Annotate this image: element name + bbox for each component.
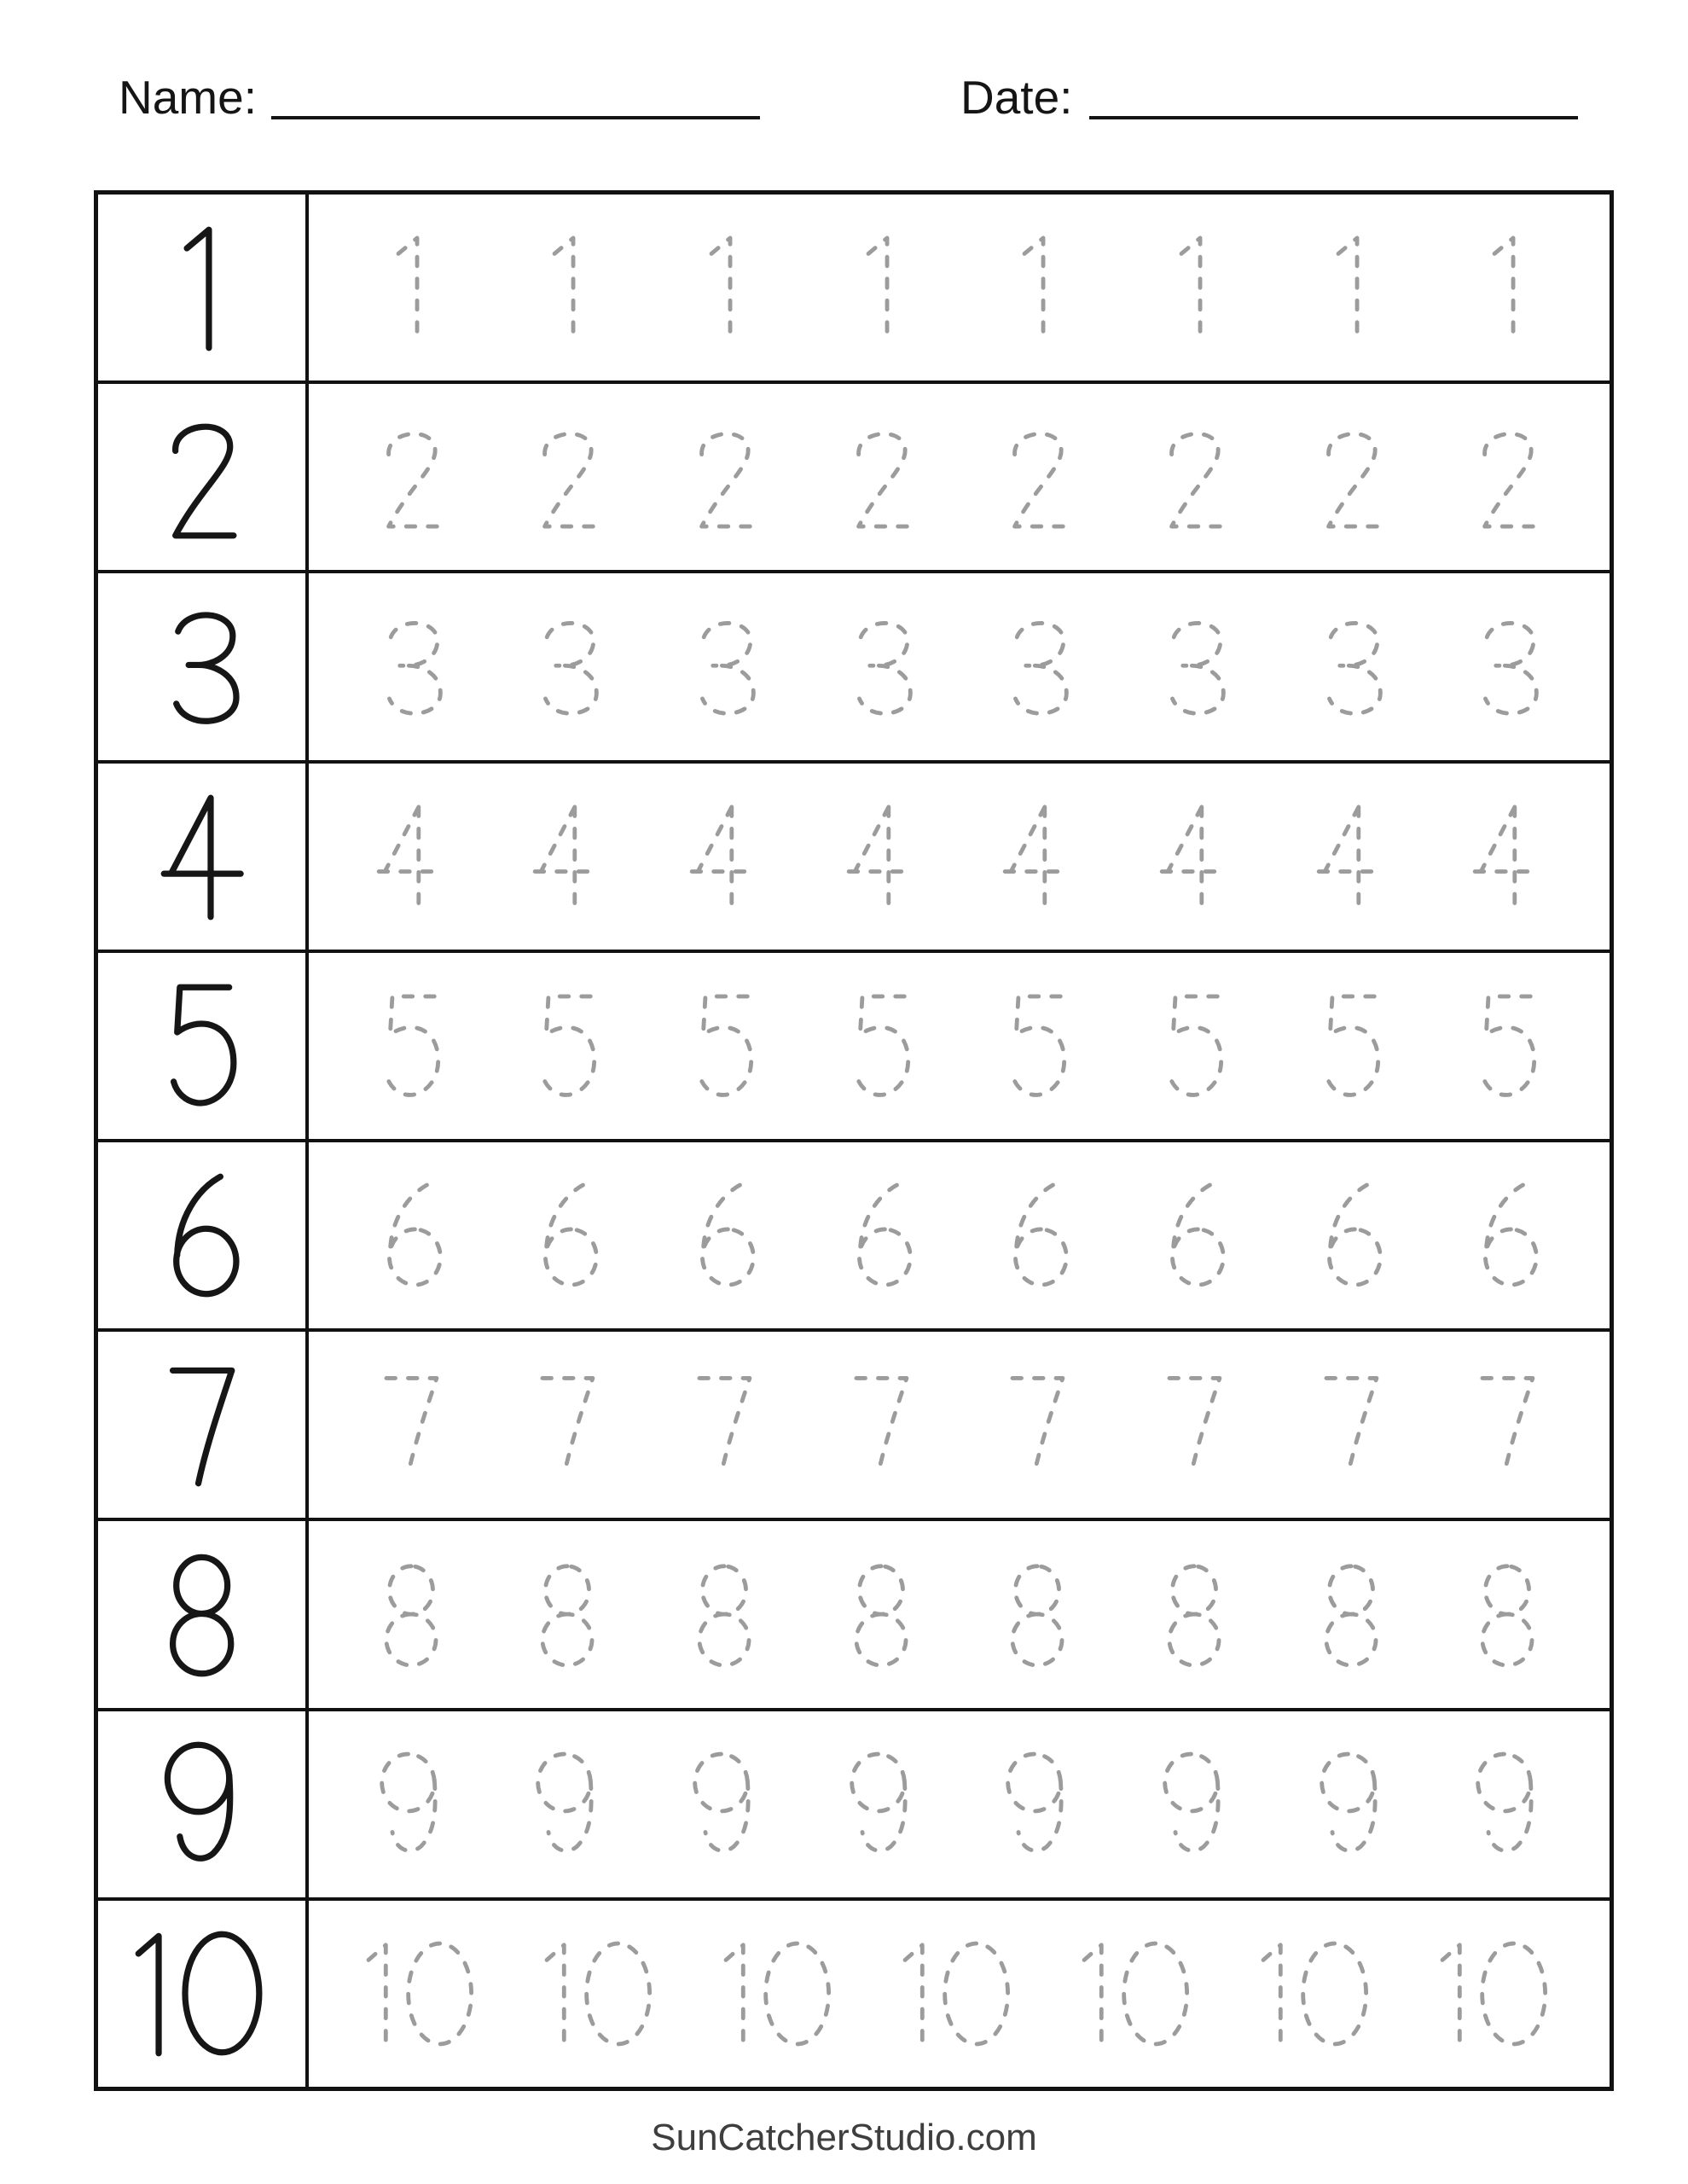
solid-number-cell — [98, 1142, 309, 1328]
solid-number-cell — [98, 953, 309, 1139]
table-row-4 — [98, 764, 1610, 953]
traced-number-2 — [530, 421, 605, 533]
traced-number-10 — [720, 1937, 840, 2050]
solid-number-cell — [98, 384, 309, 570]
table-row-9 — [98, 1711, 1610, 1901]
traced-number-6 — [374, 1179, 449, 1292]
solid-number-2 — [158, 411, 246, 543]
traced-number-5 — [1000, 990, 1075, 1102]
traced-number-10 — [1078, 1937, 1198, 2050]
traced-number-9 — [1314, 1748, 1389, 1861]
traced-number-2 — [844, 421, 919, 533]
traced-number-9 — [844, 1748, 919, 1861]
traced-number-4 — [844, 800, 919, 913]
traced-number-5 — [844, 990, 919, 1102]
traced-number-7 — [1314, 1368, 1389, 1481]
traced-number-2 — [687, 421, 762, 533]
traced-number-9 — [1470, 1748, 1545, 1861]
table-row-1 — [98, 195, 1610, 384]
table-row-6 — [98, 1142, 1610, 1332]
traced-number-9 — [530, 1748, 605, 1861]
traced-number-2 — [1470, 421, 1545, 533]
traced-number-10 — [899, 1937, 1019, 2050]
traced-number-8 — [374, 1559, 449, 1671]
traced-number-10 — [363, 1937, 483, 2050]
solid-number-6 — [158, 1170, 246, 1302]
traced-number-7 — [530, 1368, 605, 1481]
traced-number-10 — [541, 1937, 661, 2050]
solid-number-cell — [98, 764, 309, 950]
traced-number-6 — [844, 1179, 919, 1292]
table-row-8 — [98, 1521, 1610, 1711]
table-row-10 — [98, 1901, 1610, 2087]
solid-number-cell — [98, 1332, 309, 1518]
table-row-3 — [98, 573, 1610, 763]
traced-number-9 — [1157, 1748, 1232, 1861]
website-credit: SunCatcherStudio.com — [651, 2117, 1037, 2158]
traced-number-1 — [1157, 231, 1232, 344]
traced-number-7 — [687, 1368, 762, 1481]
traced-number-6 — [1470, 1179, 1545, 1292]
traced-number-2 — [1000, 421, 1075, 533]
traced-number-6 — [687, 1179, 762, 1292]
traced-number-5 — [530, 990, 605, 1102]
traced-number-2 — [1157, 421, 1232, 533]
traced-number-3 — [1157, 611, 1232, 723]
traced-number-5 — [374, 990, 449, 1102]
traced-number-9 — [687, 1748, 762, 1861]
traced-number-7 — [1470, 1368, 1545, 1481]
name-label: Name: — [119, 71, 257, 124]
solid-number-cell — [98, 195, 309, 380]
traced-number-8 — [1000, 1559, 1075, 1671]
solid-number-8 — [158, 1548, 246, 1681]
traced-number-1 — [1314, 231, 1389, 344]
traced-number-2 — [1314, 421, 1389, 533]
traced-number-3 — [530, 611, 605, 723]
traced-number-1 — [1470, 231, 1545, 344]
traced-number-8 — [530, 1559, 605, 1671]
traced-number-8 — [1470, 1559, 1545, 1671]
traced-number-3 — [687, 611, 762, 723]
traced-number-10 — [1436, 1937, 1557, 2050]
traced-number-6 — [1157, 1179, 1232, 1292]
traced-number-8 — [1314, 1559, 1389, 1671]
traced-number-4 — [687, 800, 762, 913]
solid-number-cell — [98, 1901, 309, 2087]
traced-number-5 — [1470, 990, 1545, 1102]
trace-numbers-cell — [309, 573, 1610, 759]
date-label: Date: — [960, 71, 1073, 124]
solid-number-3 — [158, 601, 246, 733]
traced-number-6 — [530, 1179, 605, 1292]
traced-number-4 — [530, 800, 605, 913]
tracing-table — [94, 190, 1614, 2091]
traced-number-7 — [844, 1368, 919, 1481]
traced-number-5 — [1314, 990, 1389, 1102]
date-blank-line — [1089, 116, 1578, 119]
traced-number-5 — [687, 990, 762, 1102]
trace-numbers-cell — [309, 384, 1610, 570]
traced-number-1 — [1000, 231, 1075, 344]
trace-numbers-cell — [309, 1711, 1610, 1897]
traced-number-4 — [374, 800, 449, 913]
table-row-7 — [98, 1332, 1610, 1521]
solid-number-9 — [158, 1738, 246, 1870]
traced-number-4 — [1314, 800, 1389, 913]
solid-number-7 — [158, 1359, 246, 1491]
trace-numbers-cell — [309, 1142, 1610, 1328]
traced-number-4 — [1157, 800, 1232, 913]
traced-number-6 — [1000, 1179, 1075, 1292]
traced-number-8 — [844, 1559, 919, 1671]
traced-number-1 — [530, 231, 605, 344]
trace-numbers-cell — [309, 764, 1610, 950]
traced-number-1 — [844, 231, 919, 344]
traced-number-8 — [1157, 1559, 1232, 1671]
table-row-5 — [98, 953, 1610, 1142]
traced-number-7 — [1000, 1368, 1075, 1481]
traced-number-4 — [1470, 800, 1545, 913]
table-row-2 — [98, 384, 1610, 573]
traced-number-10 — [1257, 1937, 1378, 2050]
traced-number-9 — [1000, 1748, 1075, 1861]
traced-number-3 — [1000, 611, 1075, 723]
traced-number-3 — [374, 611, 449, 723]
traced-number-9 — [374, 1748, 449, 1861]
traced-number-1 — [374, 231, 449, 344]
trace-numbers-cell — [309, 953, 1610, 1139]
solid-number-10 — [131, 1927, 272, 2059]
traced-number-7 — [374, 1368, 449, 1481]
traced-number-3 — [1314, 611, 1389, 723]
traced-number-1 — [687, 231, 762, 344]
trace-numbers-cell — [309, 195, 1610, 380]
traced-number-3 — [844, 611, 919, 723]
name-blank-line — [271, 116, 760, 119]
traced-number-2 — [374, 421, 449, 533]
traced-number-4 — [1000, 800, 1075, 913]
traced-number-3 — [1470, 611, 1545, 723]
trace-numbers-cell — [309, 1901, 1610, 2087]
traced-number-6 — [1314, 1179, 1389, 1292]
solid-number-cell — [98, 573, 309, 759]
solid-number-4 — [158, 790, 246, 922]
solid-number-cell — [98, 1521, 309, 1707]
solid-number-1 — [158, 222, 246, 354]
trace-numbers-cell — [309, 1521, 1610, 1707]
solid-number-5 — [158, 979, 246, 1112]
trace-numbers-cell — [309, 1332, 1610, 1518]
solid-number-cell — [98, 1711, 309, 1897]
traced-number-8 — [687, 1559, 762, 1671]
traced-number-5 — [1157, 990, 1232, 1102]
traced-number-7 — [1157, 1368, 1232, 1481]
